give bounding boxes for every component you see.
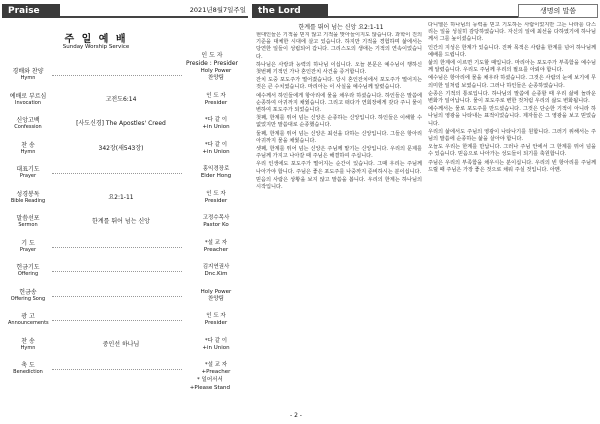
the-lord-label: the Lord: [252, 4, 328, 18]
order-item-leader: [188, 240, 244, 254]
order-item-leader: [188, 338, 244, 352]
order-item-label-ko: 신앙고백: [16, 117, 40, 124]
sermon-paragraph: 셋째, 한계를 뛰어 넘는 신앙은 주님께 맡기는 신앙입니다. 우리의 문제를 주님께 가지고 나아갈 때 주님은 해결하여 주십니다.: [256, 146, 422, 160]
order-item-leader: [188, 215, 244, 229]
order-item-leader-en: Presider: [204, 197, 228, 204]
order-item-leader: [188, 166, 244, 180]
order-item-label-en: Hymn: [20, 148, 36, 155]
order-item-label-en: Announcements: [8, 320, 49, 326]
order-item-leader-ko: *설 교 자: [204, 239, 228, 246]
order-item-leader-ko: 홍익경장로: [202, 166, 230, 172]
order-item-leader: [188, 264, 244, 278]
order-item-content: 342장(새543장): [56, 142, 186, 156]
order-item-label-ko: 헌금기도: [16, 264, 40, 271]
order-item-leader-en: 찬양팀: [208, 75, 224, 81]
order-item-label-en: Offering Song: [10, 295, 46, 302]
order-item-label: [8, 338, 48, 352]
praise-label: Praise: [2, 4, 60, 18]
order-item: [8, 264, 244, 284]
stand-note-ko: * 일어서서: [197, 377, 223, 383]
worship-subtitle: Sunday Worship Service: [62, 44, 130, 50]
order-item-label-ko: 찬 송: [21, 141, 35, 149]
sermon-paragraph: 우리 인생에도 포도주가 떨어지는 순간이 있습니다. 그때 우리는 주님께 나아가야 합니다. 주님은 좋은 포도주를 나중까지 준비하시는 분이십니다.: [256, 161, 422, 175]
presider-heading: [182, 52, 242, 68]
order-item-label-en: Sermon: [18, 222, 38, 228]
order-item-leader-en: +in Union: [202, 124, 230, 130]
order-item-label: [8, 362, 48, 376]
sermon-paragraph: 오늘도 우리는 한계를 만납니다. 그러나 주님 안에서 그 한계를 뛰어 넘을 수 있습니다. 믿음으로 나아가는 성도들이 되기를 축원합니다.: [428, 144, 596, 158]
sermon-paragraph: 예수께서 하인들에게 항아리에 물을 채우라 하셨습니다. 하인들은 말씀에 순종하여 아귀까지 채웠습니다. 그리고 떠다가 연회장에게 갖다 주니 물이 변하여 포도주가 되었습니다.: [256, 92, 422, 114]
order-item-leader-en: +Preacher: [201, 369, 231, 375]
order-item-label-ko: 예배로 부르심: [9, 92, 47, 100]
order-item-label: [8, 264, 48, 278]
sermon-title: 한계를 뛰어 넘는 신앙 요2:1-11: [298, 24, 384, 31]
order-item-content: 한계를 뛰어 넘는 신앙: [56, 215, 186, 229]
order-item-leader-en: Preacher: [203, 246, 229, 253]
worship-order-panel: [2, 4, 248, 418]
order-item: [8, 338, 244, 358]
order-item-leader: [188, 289, 244, 303]
order-item-leader-ko: 인 도 자: [206, 190, 226, 197]
leader-dots: [52, 369, 182, 370]
order-item-label-en: Hymn: [20, 75, 36, 81]
sermon-column-1: [256, 32, 422, 414]
order-item-leader-ko: *다 같 이: [204, 117, 228, 123]
order-item-label: [8, 289, 48, 303]
order-item-label-ko: 성경봉독: [16, 190, 40, 198]
sermon-paragraph: 현대인들은 기적을 믿지 않고 기적을 맞아들이지도 않습니다. 과학이 진의 기준을 대체한 시대에 살고 있습니다. 하지만 기적을 경험하며 삶에서는 당연한 일들이 성립되어 갑니다. 그리스도의 생애는 기적의 연속이었습니다.: [256, 32, 422, 60]
order-item-label-ko: 대표기도: [16, 166, 40, 173]
order-item-label: [8, 142, 48, 156]
order-item-label-ko: 광 고: [21, 313, 35, 320]
order-item-leader-ko: *다 같 이: [204, 337, 228, 344]
order-item-label-ko: 헌금송: [19, 288, 37, 296]
stand-note-en: +Please Stand: [189, 385, 230, 391]
header-rule: [328, 16, 518, 18]
sermon-paragraph: 첫째, 한계를 뛰어 넘는 신앙은 순종하는 신앙입니다. 하인들은 이해할 수 없었지만 말씀대로 순종했습니다.: [256, 115, 422, 129]
order-item-leader: [188, 68, 244, 82]
order-item-label-en: Benediction: [13, 369, 43, 375]
order-item-leader: [188, 93, 244, 107]
order-item-label-en: Hymn: [20, 344, 36, 351]
sermon-panel: [252, 4, 598, 418]
sermon-column-2: [428, 22, 596, 414]
order-item: [8, 215, 244, 235]
order-item-leader-en: Dnc.Kim: [204, 271, 228, 277]
order-item-leader: [188, 362, 244, 376]
order-item-label: [8, 240, 48, 254]
order-item-label-ko: 기 도: [21, 239, 35, 247]
order-item: [8, 240, 244, 260]
page-number: - 2 -: [290, 412, 302, 419]
service-date: 2021년8월7일주일: [189, 6, 246, 14]
order-item-leader-ko: *다 같 이: [204, 141, 228, 148]
sermon-box-title: 생명의 말씀: [518, 4, 598, 18]
sermon-paragraph: 삶의 한계에 이르면 기도할 때입니다. 마리아는 포도주가 부족함을 예수님께 알렸습니다. 우리도 주님께 우리의 필요를 아뢰야 합니다.: [428, 60, 596, 74]
leader-dots: [52, 173, 182, 174]
order-item-leader-en: 찬양팀: [208, 295, 224, 302]
presider-ko: 인 도 자: [201, 52, 223, 59]
order-item-label-en: Prayer: [19, 246, 37, 253]
leader-dots: [52, 296, 182, 297]
order-item: [8, 166, 244, 186]
sermon-paragraph: 다니엘은 하나님의 능력을 믿고 기도하는 사람이었지만 그는 나라를 다스리는 일을 성실히 감당하였습니다. 자신의 일에 최선을 다하였기에 하나님께서 그를 높이셨습니다.: [428, 22, 596, 43]
order-item-content: [사도신경] The Apostles' Creed: [56, 117, 186, 131]
order-item-label: [8, 166, 48, 180]
order-item-label-ko: 말씀선포: [16, 215, 40, 222]
order-item-label-en: Invocation: [14, 99, 42, 106]
stand-note: [190, 376, 230, 392]
order-item-label-en: Confession: [14, 124, 42, 130]
leader-dots: [52, 271, 182, 272]
order-item-label-ko: 찬 송: [21, 337, 35, 345]
order-item-leader-en: +in Union: [202, 148, 230, 155]
presider-en: Preside : Presider: [186, 60, 238, 67]
sermon-paragraph: 예수께서는 물로 포도주를 만드셨습니다. 그것은 단순한 기적이 아니라 하나님의 영광을 나타내는 표적이었습니다. 제자들은 그 영광을 보고 믿었습니다.: [428, 106, 596, 127]
order-item-label: [8, 93, 48, 107]
sermon-paragraph: 하나님은 사랑과 능력의 하나님 이십니다. 오늘 본문은 예수님이 행하신 첫번째 기적인 가나 혼인잔치 사건을 증거합니다.: [256, 61, 422, 76]
header-rule: [60, 16, 248, 18]
order-item-leader-ko: Holy Power: [200, 288, 232, 295]
order-item-leader: [188, 142, 244, 156]
sermon-paragraph: 둘째, 한계를 뛰어 넘는 신앙은 최선을 다하는 신앙입니다. 그들은 항아리 아귀까지 물을 채웠습니다.: [256, 130, 422, 144]
order-item-label-ko: 축 도: [21, 362, 35, 369]
worship-title: 주 일 예 배: [64, 34, 128, 45]
order-item-leader-ko: 인 도 자: [206, 313, 226, 319]
leader-dots: [52, 75, 182, 76]
leader-dots: [52, 320, 182, 321]
order-item-label: [8, 191, 48, 205]
order-item-label-en: Offering: [17, 271, 39, 277]
sermon-paragraph: 주님은 우리의 부족함을 채우시는 분이십니다. 우리의 빈 항아리를 주님께 드릴 때 주님은 가장 좋은 것으로 채워 주실 것입니다. 아멘.: [428, 159, 596, 173]
sermon-paragraph: 우리의 삶에서도 주님의 영광이 나타나기를 원합니다. 그러기 위해서는 주님의 말씀에 순종하는 삶을 살아야 합니다.: [428, 128, 596, 143]
order-item-leader: [188, 117, 244, 131]
order-item: [8, 68, 244, 88]
order-item-leader-en: +in Union: [202, 344, 230, 351]
order-item-label-ko: 경배와 찬양: [12, 68, 44, 75]
order-item-leader-ko: Holy Power: [200, 68, 232, 74]
order-item-leader-en: Presider: [204, 320, 228, 326]
order-item-label: [8, 313, 48, 327]
order-item-content: 요2:1-11: [56, 191, 186, 205]
sermon-paragraph: 믿음의 사람은 상황을 보지 않고 말씀을 봅니다. 우리의 한계는 하나님의 시작입니다.: [256, 176, 422, 191]
order-item: [8, 93, 244, 113]
order-item-leader-en: Elder Hong: [200, 173, 232, 179]
order-item-content: 중인선 하나님: [56, 338, 186, 352]
order-item-label: [8, 68, 48, 82]
order-item: [8, 191, 244, 211]
order-item-leader-en: Pastor Ko: [203, 222, 229, 228]
order-item: [8, 142, 244, 162]
order-item-leader-ko: 고정수목사: [202, 215, 230, 221]
sermon-paragraph: 예수님은 항아리에 물을 채우라 하셨습니다. 그것은 사람의 눈에 보기에 무의미한 일처럼 보였습니다. 그러나 하인들은 순종하였습니다.: [428, 75, 596, 89]
order-item-leader: [188, 313, 244, 327]
sermon-paragraph: 잔치 도중 포도주가 떨어졌습니다. 당시 혼인잔치에서 포도주가 떨어지는 것은 큰 수치였습니다. 마리아는 이 사실을 예수님께 알렸습니다.: [256, 77, 422, 91]
order-item-leader-ko: 김지연권사: [202, 264, 230, 270]
order-item: [8, 289, 244, 309]
order-item-label-en: Prayer: [19, 173, 37, 179]
order-item: [8, 117, 244, 137]
order-item-leader: [188, 191, 244, 205]
order-item-label: [8, 117, 48, 131]
order-item-leader-en: Presider: [204, 99, 228, 106]
order-item-leader-ko: *설 교 자: [204, 362, 228, 368]
leader-dots: [52, 247, 182, 248]
praise-header: [2, 4, 248, 18]
order-item-leader-ko: 인 도 자: [206, 92, 226, 99]
order-item-content: 고전도6:14: [56, 93, 186, 107]
order-item-label-en: Bible Reading: [10, 197, 46, 204]
sermon-paragraph: 인간의 지성은 한계가 있습니다. 진짜 목적은 사람을 한계를 넘어 하나님께 예배를 드립니다.: [428, 44, 596, 58]
order-item-label: [8, 215, 48, 229]
order-item: [8, 313, 244, 333]
sermon-paragraph: 순종은 기적의 통로입니다. 하나님의 말씀에 순종할 때 우리 삶에 놀라운 변화가 일어납니다. 물이 포도주로 변한 것처럼 우리의 삶도 변화됩니다.: [428, 90, 596, 105]
